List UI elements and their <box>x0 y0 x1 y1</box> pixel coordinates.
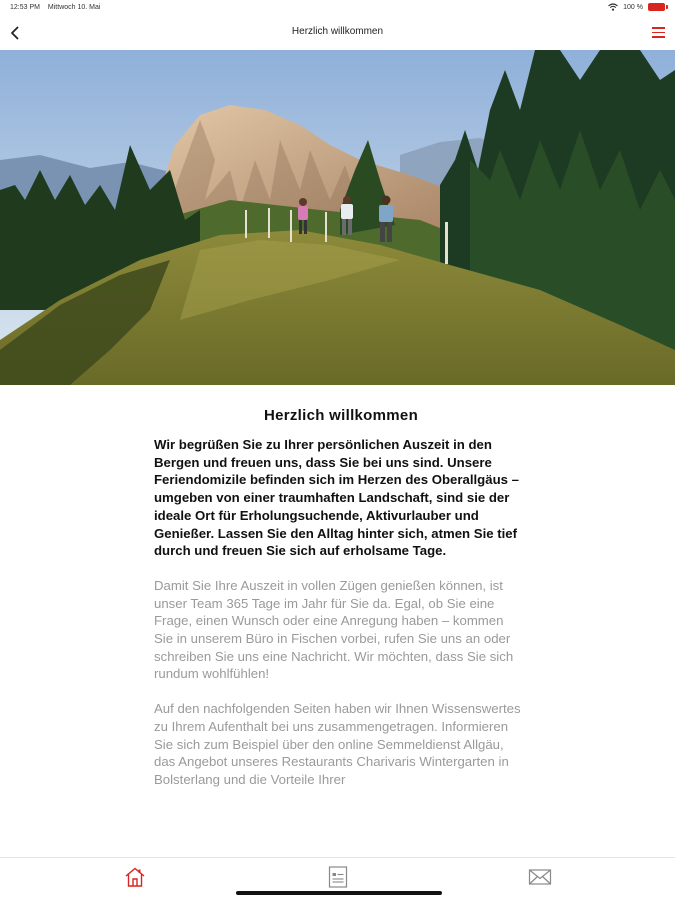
nav-bar <box>0 16 675 50</box>
intro-paragraph: Wir begrüßen Sie zu Ihrer persönlichen Auszeit in den Bergen und freuen uns, dass Sie bei uns sind. Unsere Feriendomizile befinden sich im Herzen des Oberallgäus – umgeben von einer traumhaften Landschaft, sind sie der ideale Ort für Erholungsuchende, Aktivurlauber und Genießer. Lassen Sie den Alltag hinter sich, atmen Sie tief durch und freuen Sie sich auf erholsame Tage. <box>154 437 519 559</box>
status-right <box>608 3 665 11</box>
status-date: Mittwoch 10. Mai <box>47 4 101 11</box>
status-bar <box>0 0 675 16</box>
menu-button[interactable] <box>649 24 667 42</box>
status-left <box>10 4 106 11</box>
menu-icon-line <box>652 27 665 29</box>
welcome-content <box>154 407 524 806</box>
mountain-landscape-image <box>0 50 675 385</box>
battery-percent: 100 % <box>623 3 643 11</box>
nav-title: Herzlich willkommen <box>291 26 384 37</box>
body-paragraph: Auf den nachfolgenden Seiten haben wir Ihnen Wissenswertes zu Ihrem Aufenthalt bei uns zusammengetragen. Informieren Sie sich zum Beispiel über den online Semmeldienst Allgäu, das Angebot unseres Restaurants Charivaris Wintergarten in Bolsterlang und die Vorteile Ihrer <box>154 701 521 787</box>
menu-icon-line <box>652 36 665 38</box>
wifi-icon <box>608 3 618 11</box>
tab-mail[interactable] <box>526 864 554 890</box>
document-icon <box>327 865 349 889</box>
tab-home[interactable] <box>121 864 149 890</box>
hero-image <box>0 50 675 385</box>
tab-document[interactable] <box>324 864 352 890</box>
mail-icon <box>528 867 552 887</box>
menu-icon-line <box>652 32 665 34</box>
welcome-heading: Herzlich willkommen <box>263 407 419 424</box>
home-indicator <box>236 891 442 895</box>
status-time: 12:53 PM <box>10 4 40 11</box>
home-icon <box>124 866 146 888</box>
battery-icon <box>648 3 665 11</box>
body-paragraph: Damit Sie Ihre Auszeit in vollen Zügen genießen können, ist unser Team 365 Tage im Jahr für Sie da. Egal, ob Sie eine Frage, einen Wunsch oder eine Anregung haben – kommen Sie in unserem Büro in Fischen vorbei, rufen Sie uns an oder schreiben Sie uns eine Nachricht. Wir möchten, dass Sie sich rundum wohlfühlen! <box>154 577 514 682</box>
